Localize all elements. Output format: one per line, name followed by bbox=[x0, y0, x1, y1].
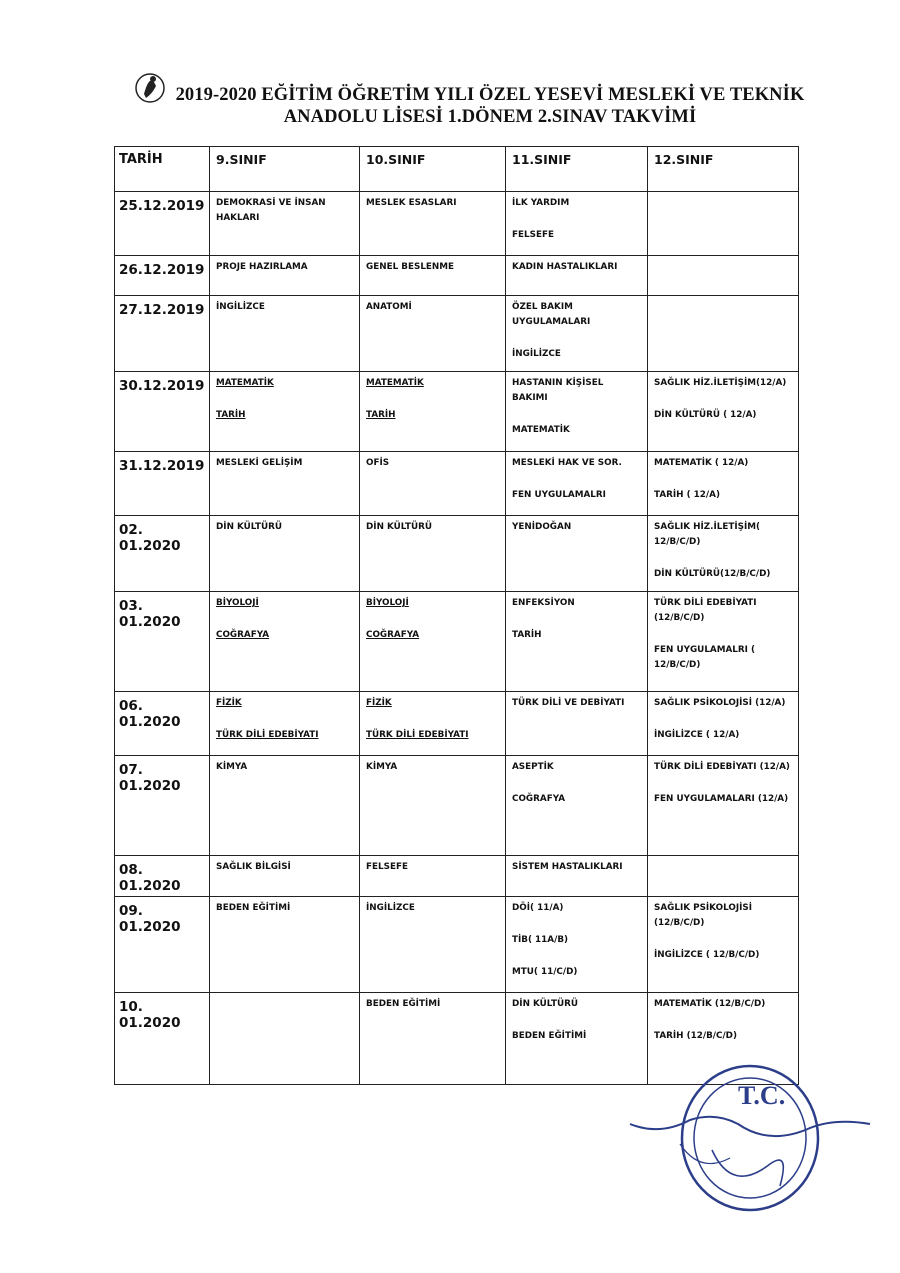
exam-subject: BİYOLOJİ bbox=[216, 598, 259, 608]
exam-cell-grade-9 bbox=[210, 296, 360, 372]
exam-subject: TÜRK DİLİ EDEBİYATI bbox=[216, 730, 319, 740]
exam-subject: MESLEKİ GELİŞİM bbox=[216, 458, 303, 468]
column-header-grade-9: 9.SINIF bbox=[210, 147, 360, 192]
table-row bbox=[115, 692, 799, 756]
exam-subject: SİSTEM HASTALIKLARI bbox=[512, 862, 623, 872]
exam-date: 26.12.2019 bbox=[115, 256, 210, 296]
exam-date: 30.12.2019 bbox=[115, 372, 210, 452]
exam-subject: PROJE HAZIRLAMA bbox=[216, 262, 308, 272]
table-row bbox=[115, 897, 799, 993]
exam-subject: KİMYA bbox=[366, 762, 398, 772]
exam-subject: OFİS bbox=[366, 458, 390, 468]
exam-cell-grade-12 bbox=[648, 296, 799, 372]
exam-subject: YENİDOĞAN bbox=[512, 522, 572, 532]
exam-subject: TÜRK DİLİ VE DEBİYATI bbox=[512, 698, 625, 708]
exam-cell-grade-12 bbox=[648, 372, 799, 452]
exam-subject: MATEMATİK bbox=[512, 425, 570, 435]
exam-cell-grade-10 bbox=[360, 993, 506, 1085]
exam-date: 06. 01.2020 bbox=[115, 692, 210, 756]
exam-subject: DİN KÜLTÜRÜ bbox=[512, 999, 579, 1009]
table-row bbox=[115, 856, 799, 897]
exam-cell-grade-10 bbox=[360, 856, 506, 897]
exam-cell-grade-10 bbox=[360, 452, 506, 516]
table-row bbox=[115, 192, 799, 256]
exam-cell-grade-12 bbox=[648, 452, 799, 516]
exam-subject: COĞRAFYA bbox=[366, 630, 420, 640]
exam-cell-grade-11 bbox=[506, 296, 648, 372]
exam-cell-grade-10 bbox=[360, 897, 506, 993]
document-title bbox=[150, 84, 830, 128]
exam-subject: GENEL BESLENME bbox=[366, 262, 455, 272]
exam-subject: DÖİ( 11/A) bbox=[512, 903, 564, 913]
exam-cell-grade-10 bbox=[360, 516, 506, 592]
column-header-date: TARİH bbox=[115, 147, 210, 192]
exam-cell-grade-9 bbox=[210, 192, 360, 256]
exam-cell-grade-10 bbox=[360, 256, 506, 296]
exam-subject: BEDEN EĞİTİMİ bbox=[366, 999, 441, 1009]
exam-cell-grade-10 bbox=[360, 756, 506, 856]
exam-date: 02. 01.2020 bbox=[115, 516, 210, 592]
column-header-grade-10: 10.SINIF bbox=[360, 147, 506, 192]
exam-subject: TARİH (12/B/C/D) bbox=[654, 1031, 737, 1041]
exam-cell-grade-9 bbox=[210, 692, 360, 756]
exam-cell-grade-11 bbox=[506, 756, 648, 856]
exam-date: 09. 01.2020 bbox=[115, 897, 210, 993]
exam-subject: DİN KÜLTÜRÜ(12/B/C/D) bbox=[654, 569, 771, 579]
exam-subject: MESLEK ESASLARI bbox=[366, 198, 457, 208]
exam-cell-grade-11 bbox=[506, 192, 648, 256]
exam-subject: ÖZEL BAKIM UYGULAMALARI bbox=[512, 302, 591, 327]
exam-subject: FİZİK bbox=[216, 698, 242, 708]
exam-subject: HASTANIN KİŞİSEL BAKIMI bbox=[512, 378, 604, 403]
exam-subject: ANATOMİ bbox=[366, 302, 412, 312]
column-header-grade-11: 11.SINIF bbox=[506, 147, 648, 192]
exam-subject: TARİH bbox=[366, 410, 396, 420]
column-header-grade-12: 12.SINIF bbox=[648, 147, 799, 192]
table-header-row bbox=[115, 147, 799, 192]
exam-subject: İNGİLİZCE ( 12/A) bbox=[654, 730, 740, 740]
exam-subject: TARİH bbox=[216, 410, 246, 420]
table-row bbox=[115, 256, 799, 296]
exam-subject: TARİH ( 12/A) bbox=[654, 490, 720, 500]
exam-date: 10. 01.2020 bbox=[115, 993, 210, 1085]
exam-date: 27.12.2019 bbox=[115, 296, 210, 372]
exam-cell-grade-9 bbox=[210, 592, 360, 692]
exam-subject: BİYOLOJİ bbox=[366, 598, 409, 608]
stamp-tc-text: T.C. bbox=[738, 1081, 786, 1110]
exam-cell-grade-12 bbox=[648, 516, 799, 592]
exam-subject: İLK YARDIM bbox=[512, 198, 570, 208]
exam-subject: İNGİLİZCE ( 12/B/C/D) bbox=[654, 950, 760, 960]
exam-cell-grade-10 bbox=[360, 296, 506, 372]
official-stamp-signature bbox=[620, 1054, 880, 1224]
exam-cell-grade-12 bbox=[648, 192, 799, 256]
exam-subject: COĞRAFYA bbox=[512, 794, 566, 804]
exam-date: 25.12.2019 bbox=[115, 192, 210, 256]
exam-cell-grade-9 bbox=[210, 856, 360, 897]
exam-cell-grade-12 bbox=[648, 897, 799, 993]
exam-cell-grade-12 bbox=[648, 856, 799, 897]
table-row bbox=[115, 592, 799, 692]
exam-cell-grade-9 bbox=[210, 993, 360, 1085]
exam-subject: İNGİLİZCE bbox=[512, 349, 561, 359]
exam-subject: ENFEKSİYON bbox=[512, 598, 575, 608]
exam-cell-grade-11 bbox=[506, 516, 648, 592]
exam-cell-grade-12 bbox=[648, 256, 799, 296]
exam-subject: BEDEN EĞİTİMİ bbox=[216, 903, 291, 913]
exam-subject: DİN KÜLTÜRÜ bbox=[216, 522, 283, 532]
exam-subject: TARİH bbox=[512, 630, 542, 640]
exam-cell-grade-10 bbox=[360, 692, 506, 756]
exam-subject: TÜRK DİLİ EDEBİYATI bbox=[366, 730, 469, 740]
exam-subject: FEN UYGULAMALARI (12/A) bbox=[654, 794, 789, 804]
exam-cell-grade-9 bbox=[210, 897, 360, 993]
exam-subject: MATEMATİK bbox=[366, 378, 424, 388]
exam-subject: TÜRK DİLİ EDEBİYATI (12/A) bbox=[654, 762, 790, 772]
exam-schedule-table bbox=[114, 146, 799, 1085]
exam-subject: KİMYA bbox=[216, 762, 248, 772]
exam-subject: MTU( 11/C/D) bbox=[512, 967, 578, 977]
exam-subject: FEN UYGULAMALRI bbox=[512, 490, 606, 500]
exam-subject: ASEPTİK bbox=[512, 762, 554, 772]
title-line-2: ANADOLU LİSESİ 1.DÖNEM 2.SINAV TAKVİMİ bbox=[283, 107, 697, 127]
exam-cell-grade-12 bbox=[648, 756, 799, 856]
exam-subject: COĞRAFYA bbox=[216, 630, 270, 640]
exam-cell-grade-11 bbox=[506, 692, 648, 756]
exam-cell-grade-11 bbox=[506, 452, 648, 516]
exam-subject: MATEMATİK ( 12/A) bbox=[654, 458, 749, 468]
exam-date: 07. 01.2020 bbox=[115, 756, 210, 856]
exam-subject: FELSEFE bbox=[366, 862, 408, 872]
exam-subject: FİZİK bbox=[366, 698, 392, 708]
exam-subject: İNGİLİZCE bbox=[366, 903, 415, 913]
exam-cell-grade-9 bbox=[210, 516, 360, 592]
exam-cell-grade-12 bbox=[648, 692, 799, 756]
exam-subject: TİB( 11A/B) bbox=[512, 935, 569, 945]
exam-cell-grade-11 bbox=[506, 592, 648, 692]
exam-subject: FEN UYGULAMALRI ( 12/B/C/D) bbox=[654, 645, 756, 670]
exam-subject: SAĞLIK PSİKOLOJİSİ (12/B/C/D) bbox=[654, 903, 753, 928]
exam-subject: DİN KÜLTÜRÜ bbox=[366, 522, 433, 532]
title-line-1: 2019-2020 EĞİTİM ÖĞRETİM YILI ÖZEL YESEVİ MESLEKİ VE TEKNİK bbox=[175, 85, 805, 105]
exam-cell-grade-11 bbox=[506, 372, 648, 452]
exam-subject: FELSEFE bbox=[512, 230, 554, 240]
exam-cell-grade-10 bbox=[360, 372, 506, 452]
exam-date: 03. 01.2020 bbox=[115, 592, 210, 692]
exam-subject: SAĞLIK HİZ.İLETİŞİM( 12/B/C/D) bbox=[654, 522, 761, 547]
exam-cell-grade-10 bbox=[360, 592, 506, 692]
exam-subject: İNGİLİZCE bbox=[216, 302, 265, 312]
exam-cell-grade-9 bbox=[210, 452, 360, 516]
exam-cell-grade-11 bbox=[506, 897, 648, 993]
exam-cell-grade-10 bbox=[360, 192, 506, 256]
exam-subject: MESLEKİ HAK VE SOR. bbox=[512, 458, 622, 468]
exam-subject: SAĞLIK BİLGİSİ bbox=[216, 862, 291, 872]
table-row bbox=[115, 756, 799, 856]
exam-cell-grade-11 bbox=[506, 856, 648, 897]
exam-subject: MATEMATİK (12/B/C/D) bbox=[654, 999, 766, 1009]
exam-subject: BEDEN EĞİTİMİ bbox=[512, 1031, 587, 1041]
table-row bbox=[115, 452, 799, 516]
exam-subject: SAĞLIK HİZ.İLETİŞİM(12/A) bbox=[654, 378, 787, 388]
exam-date: 08. 01.2020 bbox=[115, 856, 210, 897]
exam-subject: TÜRK DİLİ EDEBİYATI (12/B/C/D) bbox=[654, 598, 757, 623]
exam-cell-grade-9 bbox=[210, 372, 360, 452]
table-row bbox=[115, 372, 799, 452]
exam-subject: SAĞLIK PSİKOLOJİSİ (12/A) bbox=[654, 698, 786, 708]
exam-cell-grade-9 bbox=[210, 756, 360, 856]
table-row bbox=[115, 516, 799, 592]
exam-subject: MATEMATİK bbox=[216, 378, 274, 388]
exam-subject: KADIN HASTALIKLARI bbox=[512, 262, 618, 272]
table-row bbox=[115, 296, 799, 372]
exam-subject: DİN KÜLTÜRÜ ( 12/A) bbox=[654, 410, 757, 420]
exam-cell-grade-11 bbox=[506, 256, 648, 296]
exam-date: 31.12.2019 bbox=[115, 452, 210, 516]
exam-cell-grade-9 bbox=[210, 256, 360, 296]
exam-cell-grade-12 bbox=[648, 592, 799, 692]
exam-subject: DEMOKRASİ VE İNSAN HAKLARI bbox=[216, 198, 326, 223]
table-body bbox=[115, 192, 799, 1085]
